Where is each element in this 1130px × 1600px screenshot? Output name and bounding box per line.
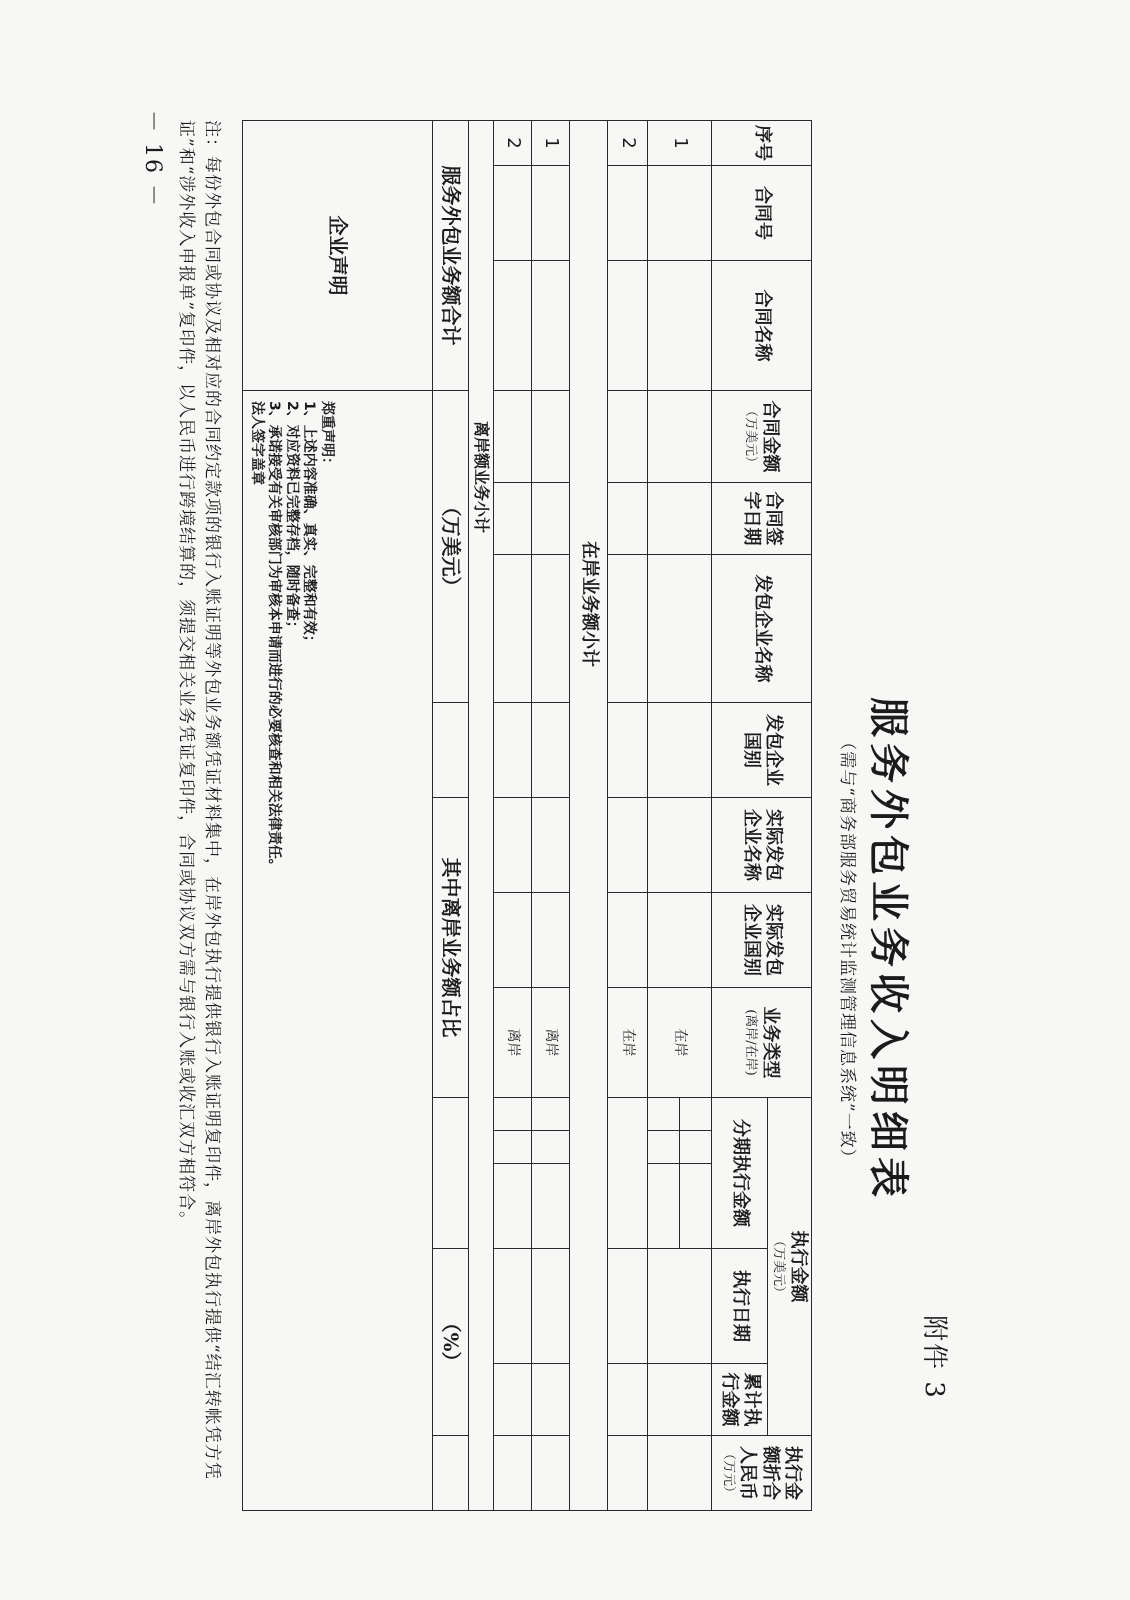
offshore-row-2-rmb[interactable] <box>494 1436 532 1511</box>
offshore-row-2-actual-issuer-country[interactable] <box>494 893 532 988</box>
offshore-row-1-installment-a[interactable] <box>532 1098 570 1131</box>
revenue-detail-table <box>242 120 812 1511</box>
attachment-label: 附件 3 <box>919 1315 949 1400</box>
offshore-subtotal: 离岸额业务小计 <box>469 121 494 1511</box>
offshore-row-2-cumulative[interactable] <box>494 1364 532 1436</box>
header-sign-date: 合同签字日期 <box>712 483 812 555</box>
onshore-row-2-seq: 2 <box>608 121 648 166</box>
header-contract-name: 合同名称 <box>712 261 812 391</box>
offshore-row-1-installment-c[interactable] <box>532 1164 570 1249</box>
onshore-row-1-installment-d[interactable] <box>648 1098 680 1131</box>
offshore-row-2-exec-date[interactable] <box>494 1249 532 1364</box>
onshore-row-1-actual-issuer-country[interactable] <box>648 893 712 988</box>
onshore-row-2-issuer-country[interactable] <box>608 703 648 798</box>
page-title: 服务外包业务收入明细表 <box>865 697 912 1203</box>
header-issuer-name: 发包企业名称 <box>712 555 812 703</box>
header-seq: 序号 <box>712 121 812 166</box>
page-number: － 16 － <box>140 110 165 208</box>
total-extra[interactable] <box>433 1436 469 1511</box>
onshore-row-1-contract-no[interactable] <box>648 166 712 261</box>
declaration-item-2: 2、对应资料已完整存档，随时备查； <box>283 401 300 635</box>
ratio-value[interactable] <box>433 1098 469 1249</box>
onshore-subtotal: 在岸业务额小计 <box>570 121 608 1511</box>
ratio-unit: （%） <box>433 1249 469 1436</box>
onshore-row-2-contract-name[interactable] <box>608 261 648 391</box>
offshore-row-2-sign-date[interactable] <box>494 483 532 555</box>
offshore-row-1-contract-amount[interactable] <box>532 391 570 483</box>
onshore-row-2-cumulative[interactable] <box>608 1364 648 1436</box>
onshore-row-2-sign-date[interactable] <box>608 483 648 555</box>
offshore-row-1-issuer-country[interactable] <box>532 703 570 798</box>
offshore-row-2-seq: 2 <box>494 121 532 166</box>
header-exec-rmb-unit: （万元） <box>721 1447 736 1500</box>
declaration-content <box>243 391 433 1511</box>
header-contract-amount-label: 合同金额 <box>760 400 781 473</box>
offshore-row-2-contract-amount[interactable] <box>494 391 532 483</box>
offshore-row-2-contract-name[interactable] <box>494 261 532 391</box>
onshore-row-1-installment-e[interactable] <box>648 1131 680 1164</box>
header-exec-amount-label: 执行金额 <box>788 1230 809 1303</box>
declaration-item-3: 3、承诺接受有关审核部门为审核本申请而进行的必要核查和相关法律责任。 <box>266 401 283 873</box>
offshore-row-1-issuer-name[interactable] <box>532 555 570 703</box>
onshore-row-1-installment-f[interactable] <box>648 1164 680 1249</box>
declaration-label: 企业声明 <box>243 121 433 391</box>
onshore-row-2-rmb[interactable] <box>608 1436 648 1511</box>
total-unit: （万美元） <box>433 391 469 703</box>
offshore-row-2-type: 离岸 <box>494 988 532 1098</box>
offshore-row-1-seq: 1 <box>532 121 570 166</box>
footnote: 注：每份外包合同或协议及相对应的合同约定款项的银行入账证明等外包业务额凭证材料集中，在岸外包执行提供银行入账证明复印件，离岸外包执行提供“结汇转帐凭方凭证”和“涉外收入申报单”复印件，以人民币进行跨境结算的，须提交相关业务凭证复印件，合同或协议双方需与银行入账或收汇双方相符合。 <box>175 120 222 1480</box>
header-exec-rmb <box>712 1436 812 1511</box>
offshore-row-1-type: 离岸 <box>532 988 570 1098</box>
onshore-row-2-contract-no[interactable] <box>608 166 648 261</box>
offshore-row-1-contract-no[interactable] <box>532 166 570 261</box>
offshore-row-2-actual-issuer-name[interactable] <box>494 798 532 893</box>
offshore-row-2-contract-no[interactable] <box>494 166 532 261</box>
offshore-row-1-cumulative[interactable] <box>532 1364 570 1436</box>
onshore-row-2-exec-date[interactable] <box>608 1249 648 1364</box>
header-exec-date: 执行日期 <box>712 1249 768 1364</box>
header-contract-amount-unit: （万美元） <box>743 403 759 469</box>
header-exec-amount <box>768 1098 812 1436</box>
header-business-type-sub: (离岸/在岸) <box>743 1009 759 1076</box>
declaration-signature: 法人签字盖章 <box>248 401 265 485</box>
onshore-row-1-installment-b[interactable] <box>680 1131 712 1164</box>
page-subtitle: （需与“商务部服务贸易统计监测管理信息系统”一致） <box>837 733 857 1167</box>
offshore-row-2-installment-c[interactable] <box>494 1164 532 1249</box>
offshore-row-2-installment-a[interactable] <box>494 1098 532 1131</box>
onshore-row-2-actual-issuer-name[interactable] <box>608 798 648 893</box>
onshore-row-1-contract-name[interactable] <box>648 261 712 391</box>
total-value[interactable] <box>433 703 469 798</box>
onshore-row-2-actual-issuer-country[interactable] <box>608 893 648 988</box>
offshore-row-1-actual-issuer-country[interactable] <box>532 893 570 988</box>
offshore-row-1-contract-name[interactable] <box>532 261 570 391</box>
onshore-row-1-contract-amount[interactable] <box>648 391 712 483</box>
onshore-row-1-type: 在岸 <box>648 988 712 1098</box>
onshore-row-1-sign-date[interactable] <box>648 483 712 555</box>
onshore-row-1-seq: 1 <box>648 121 712 166</box>
onshore-row-1-exec-date[interactable] <box>648 1249 712 1364</box>
onshore-row-1-rmb[interactable] <box>648 1436 712 1511</box>
header-business-type <box>712 988 812 1098</box>
onshore-row-2-type: 在岸 <box>608 988 648 1098</box>
onshore-row-1-installment-c[interactable] <box>680 1164 712 1249</box>
header-issuer-country: 发包企业国别 <box>712 703 812 798</box>
offshore-row-1-rmb[interactable] <box>532 1436 570 1511</box>
onshore-row-1-actual-issuer-name[interactable] <box>648 798 712 893</box>
offshore-row-1-exec-date[interactable] <box>532 1249 570 1364</box>
declaration-item-1: 1、上述内容准确、真实、完整和有效； <box>301 401 318 649</box>
offshore-row-2-issuer-name[interactable] <box>494 555 532 703</box>
onshore-row-1-cumulative[interactable] <box>648 1364 712 1436</box>
offshore-row-2-issuer-country[interactable] <box>494 703 532 798</box>
onshore-row-1-issuer-country[interactable] <box>648 703 712 798</box>
offshore-row-1-installment-b[interactable] <box>532 1131 570 1164</box>
header-exec-amount-unit: （万美元） <box>771 1234 787 1300</box>
header-exec-rmb-label: 执行金额折合人民币 <box>737 1446 804 1501</box>
onshore-row-2-issuer-name[interactable] <box>608 555 648 703</box>
header-exec-cumulative: 累计执行金额 <box>712 1364 768 1436</box>
total-label: 服务外包业务额合计 <box>433 121 469 391</box>
header-contract-amount <box>712 391 812 483</box>
offshore-row-1-sign-date[interactable] <box>532 483 570 555</box>
declaration-heading: 郑重声明： <box>318 401 335 471</box>
offshore-row-2-installment-b[interactable] <box>494 1131 532 1164</box>
onshore-row-2-installment[interactable] <box>608 1098 648 1249</box>
onshore-row-1-installment-a[interactable] <box>680 1098 712 1131</box>
onshore-row-2-contract-amount[interactable] <box>608 391 648 483</box>
header-actual-issuer-name: 实际发包企业名称 <box>712 798 812 893</box>
ratio-label: 其中离岸业务额占比 <box>433 798 469 1098</box>
header-actual-issuer-country: 实际发包企业国别 <box>712 893 812 988</box>
header-contract-no: 合同号 <box>712 166 812 261</box>
header-exec-installment: 分期执行金额 <box>712 1098 768 1249</box>
header-business-type-label: 业务类型 <box>760 1006 781 1079</box>
offshore-row-1-actual-issuer-name[interactable] <box>532 798 570 893</box>
onshore-row-1-issuer-name[interactable] <box>648 555 712 703</box>
